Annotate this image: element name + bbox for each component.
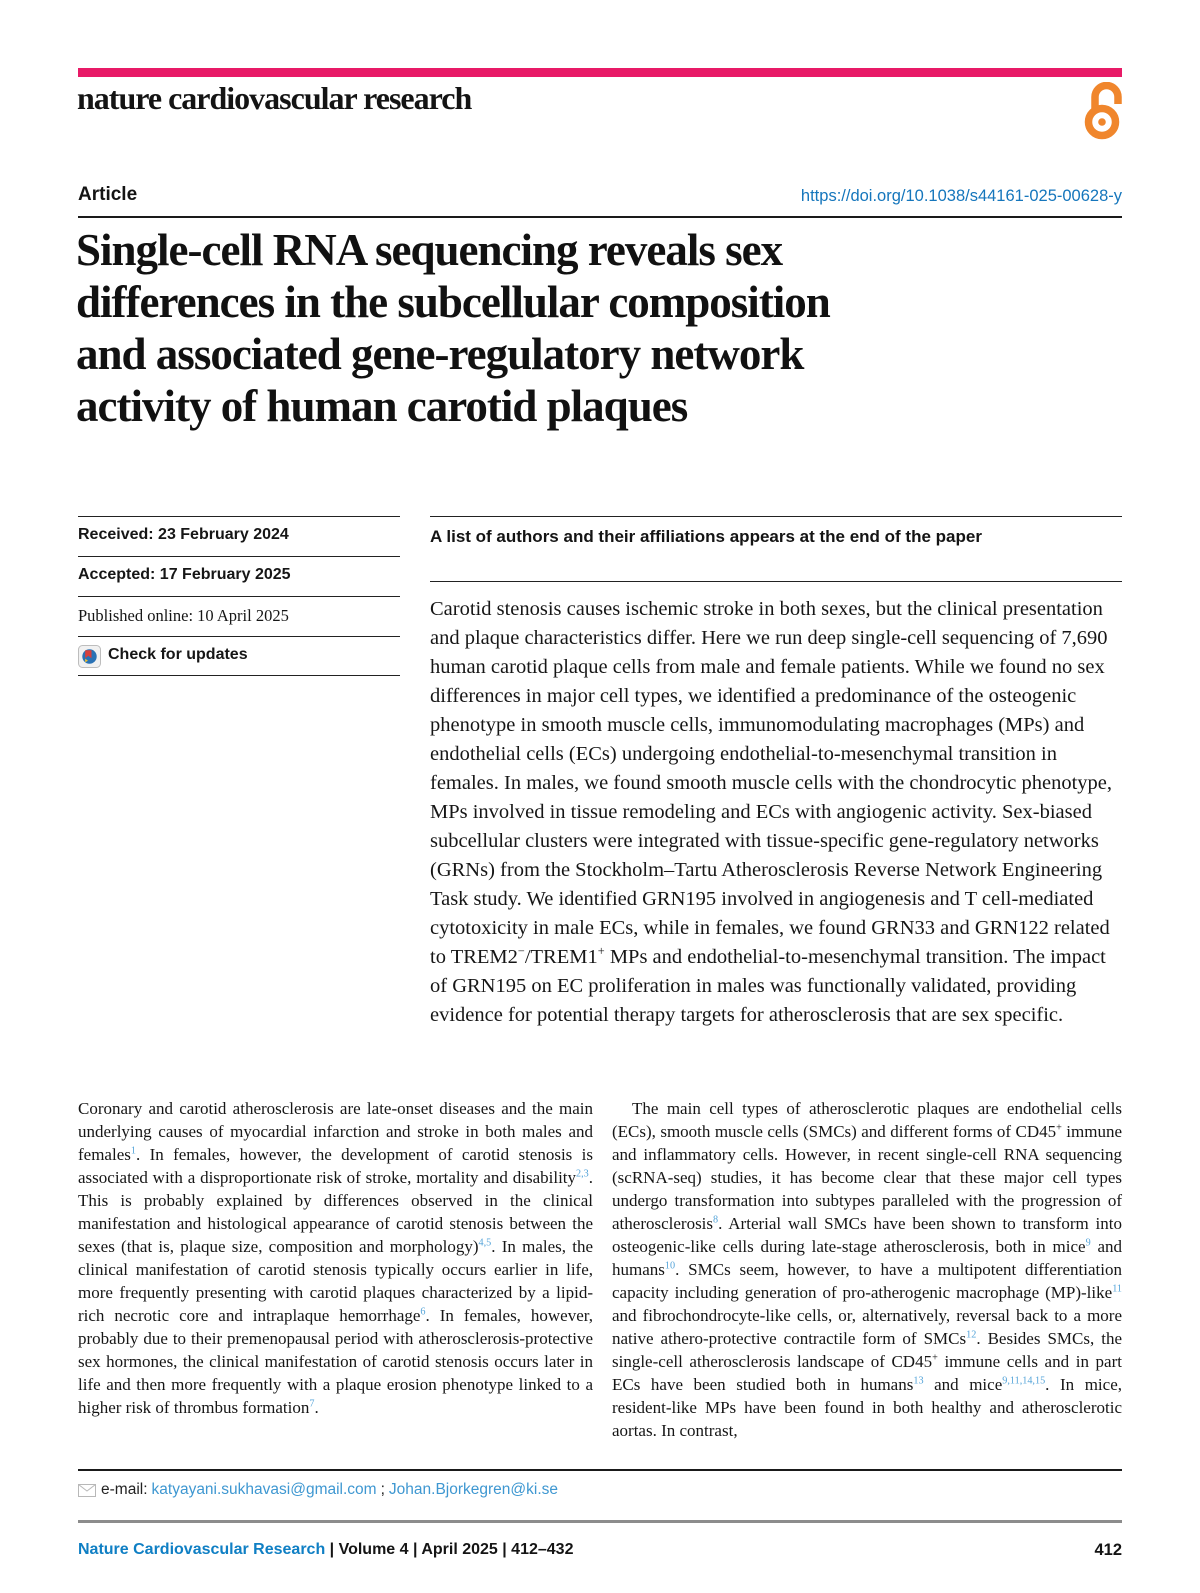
- page-number: 412: [1094, 1541, 1122, 1559]
- journal-volume-info: | Volume 4 | April 2025 | 412–432: [325, 1541, 574, 1558]
- journal-citation-line: [78, 1541, 573, 1559]
- correspondence-line: [78, 1481, 558, 1499]
- abstract-text: Carotid stenosis causes ischemic stroke in both sexes, but the clinical presentation and plaque characteristics differ. Here we run deep single-cell sequencing of 7,690 human carotid plaque cells from male and female patients. While we found no sex differences in major cell types, we identified a predominance of the osteogenic phenotype in smooth muscle cells, immunomodulating macrophages (MPs) and endothelial cells (ECs) undergoing endothelial-to-mesenchymal transition in females. In males, we found smooth muscle cells with the chondrocytic phenotype, MPs involved in tissue remodeling and ECs with angiogenic activity. Sex-biased subcellular clusters were integrated with tissue-specific gene-regulatory networks (GRNs) from the Stockholm–Tartu Atherosclerosis Reverse Network Engineering Task study. We identified GRN195 involved in angiogenesis and T cell-mediated cytotoxicity in male ECs, while in females, we found GRN33 and GRN122 related to TREM2−/TREM1+ MPs and endothelial-to-mesenchymal transition. The impact of GRN195 on EC proliferation in males was functionally validated, providing evidence for potential therapy targets for atherosclerosis that are sex specific.: [430, 581, 1122, 1030]
- envelope-icon: [78, 1484, 96, 1497]
- crossmark-icon: [78, 645, 101, 668]
- doi-link[interactable]: https://doi.org/10.1038/s44161-025-00628-y: [800, 187, 1122, 205]
- article-title: Single-cell RNA sequencing reveals sex differences in the subcellular composition and associated gene-regulatory network activity of human carotid plaques: [76, 225, 830, 431]
- email-link-2[interactable]: Johan.Bjorkegren@ki.se: [388, 1481, 559, 1498]
- accepted-date: Accepted: 17 February 2025: [78, 556, 400, 596]
- footer-divider-gray: [78, 1520, 1122, 1523]
- journal-link[interactable]: Nature Cardiovascular Research: [78, 1541, 326, 1558]
- article-meta-column: [78, 516, 400, 676]
- published-date: Published online: 10 April 2025: [78, 596, 400, 636]
- check-for-updates-label: Check for updates: [108, 646, 248, 663]
- authors-note: A list of authors and their affiliations appears at the end of the paper: [430, 516, 1122, 547]
- brand-color-bar: [78, 68, 1122, 77]
- check-for-updates-button[interactable]: [78, 636, 400, 676]
- body-column-left: Coronary and carotid atherosclerosis are late-onset diseases and the main underlying causes of myocardial infarction and stroke in both males and females$^1$. In females, however, the development of carotid stenosis is associated with a disproportionate risk of stroke, mortality and disability$^{2,3}$. This is probably explained by differences observed in the clinical manifestation and histological appearance of carotid stenosis between the sexes (that is, plaque size, composition and morphology)$^{4,5}$. In males, the clinical manifestation of carotid stenosis typically occurs earlier in life, more frequently presenting with carotid plaques characterized by a lipid-rich necrotic core and intraplaque hemorrhage$^6$. In females, however, probably due to their premenopausal period with atherosclerosis-protective sex hormones, the clinical manifestation of carotid stenosis occurs later in life and then more frequently with a plaque erosion phenotype linked to a higher risk of thrombus formation$^7$.: [78, 1099, 593, 1417]
- article-type-label: Article: [78, 184, 138, 205]
- body-column-right: The main cell types of atherosclerotic plaques are endothelial cells (ECs), smooth muscle cells (SMCs) and different forms of CD45+ immune and inflammatory cells. However, in recent single-cell RNA sequencing (scRNA-seq) studies, it has become clear that these major cell types undergo transformation into subtypes paralleled with the progression of atherosclerosis$^8$. Arterial wall SMCs have been shown to transform into osteogenic-like cells during late-stage atherosclerosis, both in mice$^9$ and humans$^{10}$. SMCs seem, however, to have a multipotent differentiation capacity including generation of pro-atherogenic macrophage (MP)-like$^{11}$ and fibrochondrocyte-like cells, or, alternatively, reversal back to a more native athero-protective contractile form of SMCs$^{12}$. Besides SMCs, the single-cell atherosclerosis landscape of CD45+ immune cells and in part ECs have been studied both in humans$^{13}$ and mice$^{9,11,14,15}$. In mice, resident-like MPs have been found in both healthy and atherosclerotic aortas. In contrast,: [612, 1099, 1122, 1440]
- email-link-1[interactable]: katyayani.sukhavasi@gmail.com: [151, 1481, 377, 1498]
- received-date: Received: 23 February 2024: [78, 516, 400, 556]
- masthead-divider: [78, 216, 1122, 218]
- email-label: e-mail:: [101, 1481, 148, 1498]
- open-access-icon: [1084, 82, 1124, 140]
- footer-divider-thin: [78, 1469, 1122, 1471]
- journal-name: nature cardiovascular research: [77, 80, 472, 116]
- email-separator: ;: [380, 1481, 385, 1498]
